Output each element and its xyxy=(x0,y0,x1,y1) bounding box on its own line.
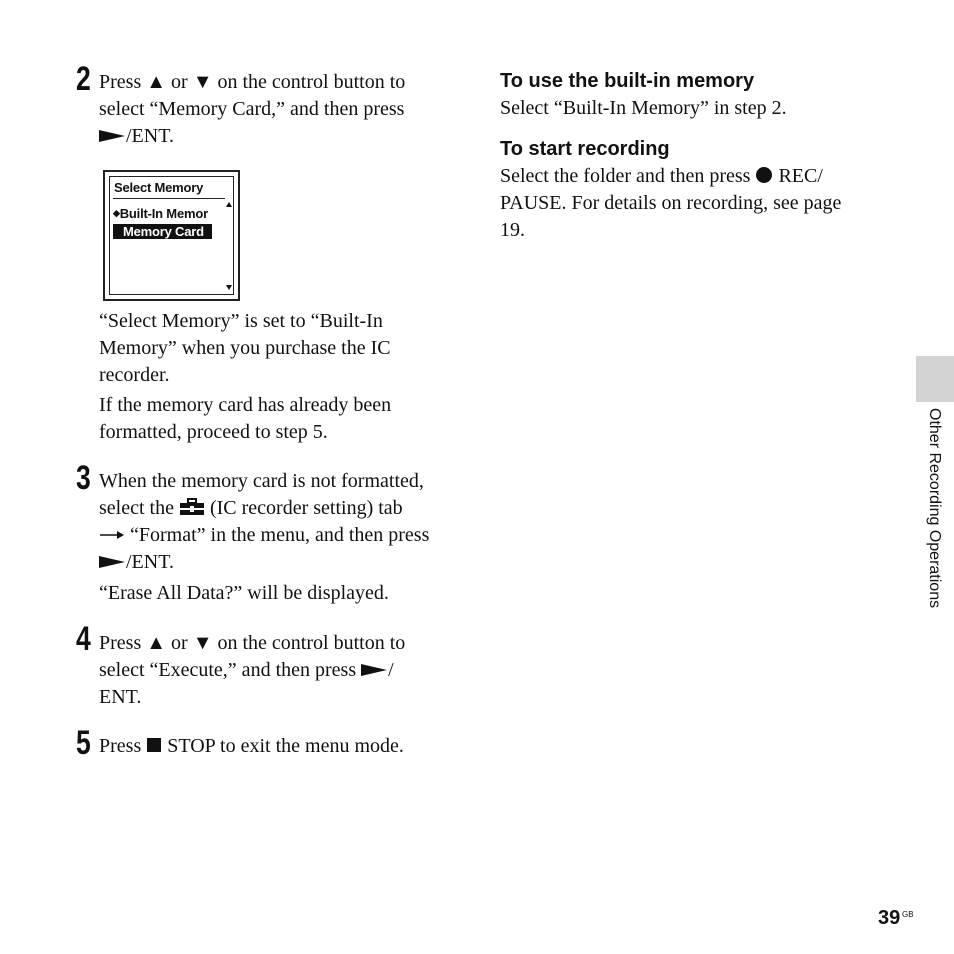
play-icon xyxy=(99,129,126,143)
step-4-line-3: ENT. xyxy=(99,686,142,708)
step-3-line-3: “Format” in the menu, and then press xyxy=(99,522,429,549)
step-3-line-1: When the memory card is not formatted, xyxy=(99,470,424,492)
right-arrow-icon xyxy=(99,529,125,541)
start-recording-line-1: Select the folder and then press REC/ xyxy=(500,165,823,187)
step-2-note-2-line-2: formatted, proceed to step 5. xyxy=(99,421,328,443)
lcd-item-memory-card-selected: Memory Card xyxy=(113,224,212,239)
lcd-title: Select Memory xyxy=(114,180,204,195)
step-2-number: 2 xyxy=(76,60,91,98)
step-2-note-1-line-2: Memory” when you purchase the IC xyxy=(99,337,391,359)
step-3-line-4: /ENT. xyxy=(99,549,174,576)
step-2-note-2-line-1: If the memory card has already been xyxy=(99,394,392,416)
up-arrow-icon: ▲ xyxy=(146,71,167,93)
down-arrow-icon: ▼ xyxy=(192,71,213,93)
lcd-frame xyxy=(109,176,234,295)
step-4-line-2: select “Execute,” and then press / xyxy=(99,659,394,681)
step-2-note-1-line-1: “Select Memory” is set to “Built-In xyxy=(99,310,383,332)
start-recording-line-3: 19. xyxy=(500,219,525,241)
scroll-up-icon xyxy=(226,202,232,207)
step-2-line-1: Press ▲ or ▼ on the control button to xyxy=(99,71,406,93)
start-recording-line-2: PAUSE. For details on recording, see page xyxy=(500,192,842,214)
scroll-down-icon xyxy=(226,285,232,290)
step-2-line-3: /ENT. xyxy=(99,123,174,150)
builtin-memory-heading: To use the built-in memory xyxy=(500,70,755,92)
step-3-number: 3 xyxy=(76,459,91,497)
toolbox-icon xyxy=(179,498,205,516)
section-tab-label: Other Recording Operations xyxy=(926,408,943,609)
play-icon xyxy=(99,555,126,569)
step-3-note: “Erase All Data?” will be displayed. xyxy=(99,582,389,604)
step-5-number: 5 xyxy=(76,724,91,762)
start-recording-heading: To start recording xyxy=(500,138,670,160)
step-2-note-1-line-3: recorder. xyxy=(99,364,170,386)
up-arrow-icon: ▲ xyxy=(146,632,167,654)
lcd-item-builtin: ◆Built-In Memor xyxy=(113,206,208,221)
step-4-line-1: Press ▲ or ▼ on the control button to xyxy=(99,632,406,654)
builtin-memory-text: Select “Built-In Memory” in step 2. xyxy=(500,97,787,119)
stop-square-icon xyxy=(146,737,162,753)
lcd-screen-illustration xyxy=(103,170,240,301)
page-number-suffix: GB xyxy=(902,910,914,919)
step-4-number: 4 xyxy=(76,620,91,658)
down-arrow-icon: ▼ xyxy=(192,632,213,654)
step-2-line-2: select “Memory Card,” and then press xyxy=(99,98,405,120)
section-tab-marker xyxy=(916,356,954,402)
bullet-diamond-icon: ◆ xyxy=(113,208,120,218)
step-5-line-1: Press STOP to exit the menu mode. xyxy=(99,735,404,757)
record-dot-icon xyxy=(755,166,773,184)
page-number: 39 xyxy=(878,907,901,929)
lcd-divider xyxy=(113,198,225,199)
step-3-line-2: select the (IC recorder setting) tab xyxy=(99,497,403,519)
play-icon xyxy=(361,663,388,677)
